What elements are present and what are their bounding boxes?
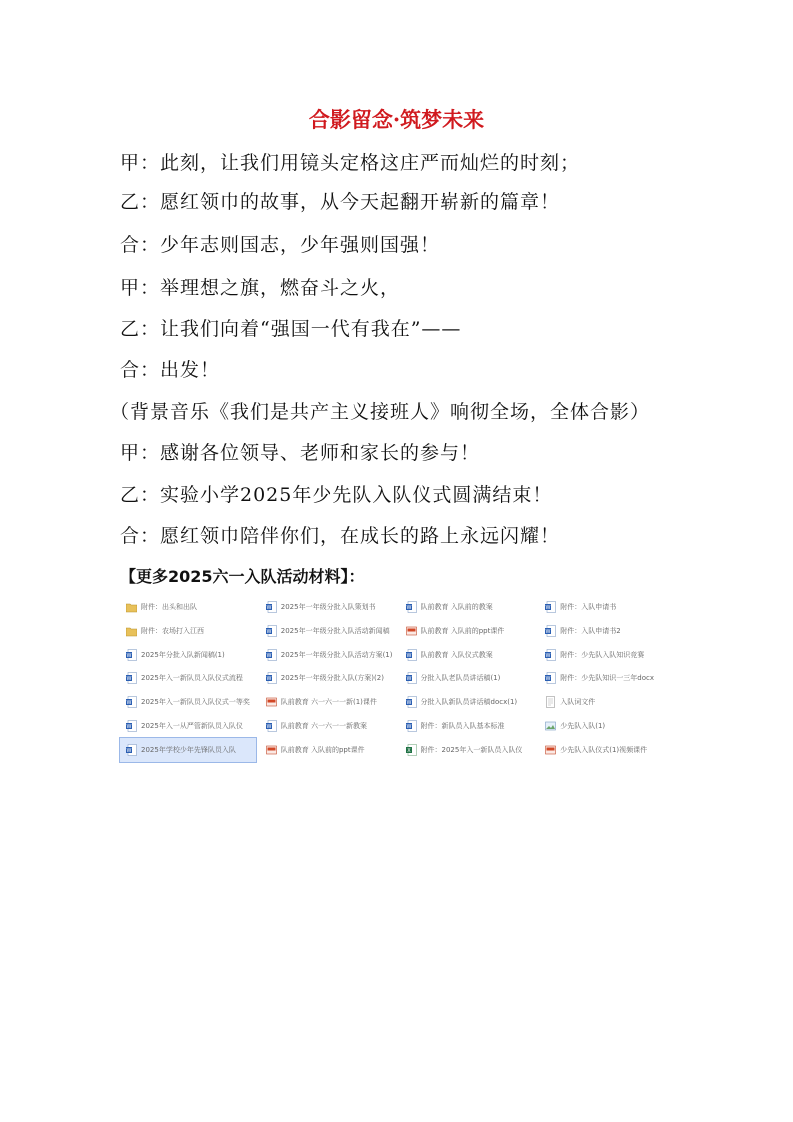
file-name: 队前教育 入队前的教案 — [420, 602, 493, 611]
file-item — [120, 714, 256, 738]
word-doc-icon — [266, 625, 277, 637]
ppt-icon — [266, 696, 277, 708]
file-item — [539, 714, 675, 738]
more-materials-label: 【更多2025六一入队活动材料】： — [120, 567, 365, 586]
script-line: 乙：让我们向着“强国一代有我在”—— — [120, 318, 462, 340]
file-name: 附件：入队申请书 — [560, 602, 617, 611]
svg-text:W: W — [406, 700, 411, 707]
file-name: 队前教育 入队仪式教案 — [420, 650, 493, 659]
file-item — [260, 619, 396, 643]
word-doc-icon — [266, 649, 277, 661]
file-name: 少先队入队仪式(1)视频课件 — [560, 746, 648, 755]
script-line: 乙：愿红领巾的故事，从今天起翻开崭新的篇章！ — [120, 191, 561, 213]
file-item — [260, 643, 396, 667]
file-item — [539, 738, 675, 762]
file-name: 队前教育 六一六一一新(1)课件 — [280, 698, 377, 707]
svg-text:W: W — [266, 628, 272, 635]
svg-text:W: W — [406, 676, 411, 683]
svg-text:W: W — [126, 652, 132, 659]
file-item — [539, 595, 675, 619]
file-name: 队前教育 入队前的ppt课件 — [420, 626, 505, 635]
ppt-icon — [406, 625, 417, 637]
file-item — [539, 690, 675, 714]
script-line: 乙：实验小学2025年少先队入队仪式圆满结束！ — [120, 484, 553, 506]
file-item — [400, 619, 536, 643]
word-doc-icon — [406, 696, 417, 708]
document-title: 合影留念·筑梦未来 — [308, 107, 485, 132]
file-name: 分批入队老队员讲话稿(1) — [420, 674, 501, 683]
file-name: 2025年分批入队新闻稿(1) — [141, 650, 225, 659]
file-name: 附件：农场打入江西 — [141, 626, 204, 635]
svg-text:W: W — [545, 604, 551, 611]
svg-text:W: W — [545, 628, 551, 635]
svg-text:W: W — [126, 676, 132, 683]
word-doc-icon — [126, 744, 137, 756]
file-name: 2025年一年级分批入队(方案)(2) — [280, 674, 384, 683]
script-line: 合：愿红领巾陪伴你们，在成长的路上永远闪耀！ — [120, 525, 561, 547]
word-doc-icon — [406, 672, 417, 684]
file-name: 2025年入一新队员入队仪式一等奖 — [141, 698, 250, 707]
file-name: 入队词文件 — [560, 698, 596, 707]
svg-text:W: W — [126, 748, 132, 755]
file-item — [120, 643, 256, 667]
script-line: 甲：举理想之旗，燃奋斗之火， — [120, 277, 401, 299]
file-item — [120, 595, 256, 619]
word-doc-icon — [545, 672, 556, 684]
svg-text:W: W — [406, 652, 411, 659]
file-name: 2025年一年级分批入队活动新闻稿 — [280, 626, 390, 635]
script-line: 合：少年志则国志，少年强则国强！ — [120, 234, 441, 256]
word-doc-icon — [545, 601, 556, 613]
file-name: 附件：入队申请书2 — [560, 626, 621, 635]
file-item — [260, 595, 396, 619]
word-doc-icon — [126, 696, 137, 708]
file-name: 2025年入一新队员入队仪式流程 — [141, 674, 243, 683]
file-item — [120, 619, 256, 643]
script-line: 甲：感谢各位领导、老师和家长的参与！ — [120, 442, 481, 464]
file-name: 附件：新队员入队基本标准 — [420, 722, 505, 731]
word-doc-icon — [126, 720, 137, 732]
file-grid-screenshot — [120, 595, 675, 762]
svg-text:W: W — [266, 604, 272, 611]
word-doc-icon — [545, 625, 556, 637]
file-name: 2025年一年级分批入队活动方案(1) — [280, 650, 393, 659]
ppt-icon — [266, 744, 277, 756]
file-item — [260, 714, 396, 738]
file-name: 分批入队新队员讲话稿docx(1) — [420, 698, 518, 707]
file-name: 2025年入一从严管新队员入队仪 — [141, 722, 243, 731]
file-item — [400, 690, 536, 714]
file-name: 队前教育 六一六一一新教案 — [280, 722, 367, 731]
file-item — [120, 690, 256, 714]
script-line: 甲：此刻，让我们用镜头定格这庄严而灿烂的时刻； — [120, 152, 581, 174]
folder-icon — [126, 601, 137, 613]
file-item — [539, 667, 675, 691]
script-line: （背景音乐《我们是共产主义接班人》响彻全场，全体合影） — [110, 401, 651, 423]
script-line: 合：出发！ — [120, 359, 221, 381]
word-doc-icon — [266, 601, 277, 613]
file-name: 2025年一年级分批入队策划书 — [280, 602, 376, 611]
file-item — [400, 595, 536, 619]
folder-icon — [126, 625, 137, 637]
file-item — [120, 667, 256, 691]
file-name: 队前教育 入队前的ppt课件 — [280, 746, 365, 755]
svg-text:W: W — [545, 676, 551, 683]
svg-text:W: W — [266, 724, 272, 731]
svg-text:W: W — [266, 652, 272, 659]
file-item — [400, 738, 536, 762]
word-doc-icon — [545, 649, 556, 661]
file-item — [120, 738, 256, 762]
text-file-icon — [545, 696, 556, 708]
svg-text:W: W — [126, 724, 132, 731]
file-item — [260, 667, 396, 691]
file-name: 附件：少先队入队知识竞赛 — [560, 650, 645, 659]
file-name: 少先队入队(1) — [560, 722, 606, 731]
svg-text:W: W — [406, 604, 411, 611]
svg-text:W: W — [406, 724, 411, 731]
file-item — [400, 714, 536, 738]
file-item — [400, 643, 536, 667]
word-doc-icon — [406, 720, 417, 732]
svg-text:W: W — [266, 676, 272, 683]
file-item — [260, 738, 396, 762]
file-name: 附件：出头和出队 — [141, 602, 197, 611]
excel-icon — [406, 744, 417, 756]
image-icon — [545, 720, 556, 732]
file-item — [539, 643, 675, 667]
file-name: 附件：2025年入一新队员入队仪 — [420, 746, 523, 755]
word-doc-icon — [126, 672, 137, 684]
svg-text:W: W — [126, 700, 132, 707]
file-item — [400, 667, 536, 691]
file-name: 附件：少先队知识一三年docx — [560, 674, 654, 683]
svg-text:X: X — [406, 748, 411, 755]
file-item — [260, 690, 396, 714]
word-doc-icon — [406, 601, 417, 613]
ppt-icon — [545, 744, 556, 756]
word-doc-icon — [266, 672, 277, 684]
file-item — [539, 619, 675, 643]
word-doc-icon — [126, 649, 137, 661]
svg-text:W: W — [545, 652, 551, 659]
word-doc-icon — [266, 720, 277, 732]
file-name: 2025年学校少年先锋队员入队 — [141, 746, 236, 755]
word-doc-icon — [406, 649, 417, 661]
